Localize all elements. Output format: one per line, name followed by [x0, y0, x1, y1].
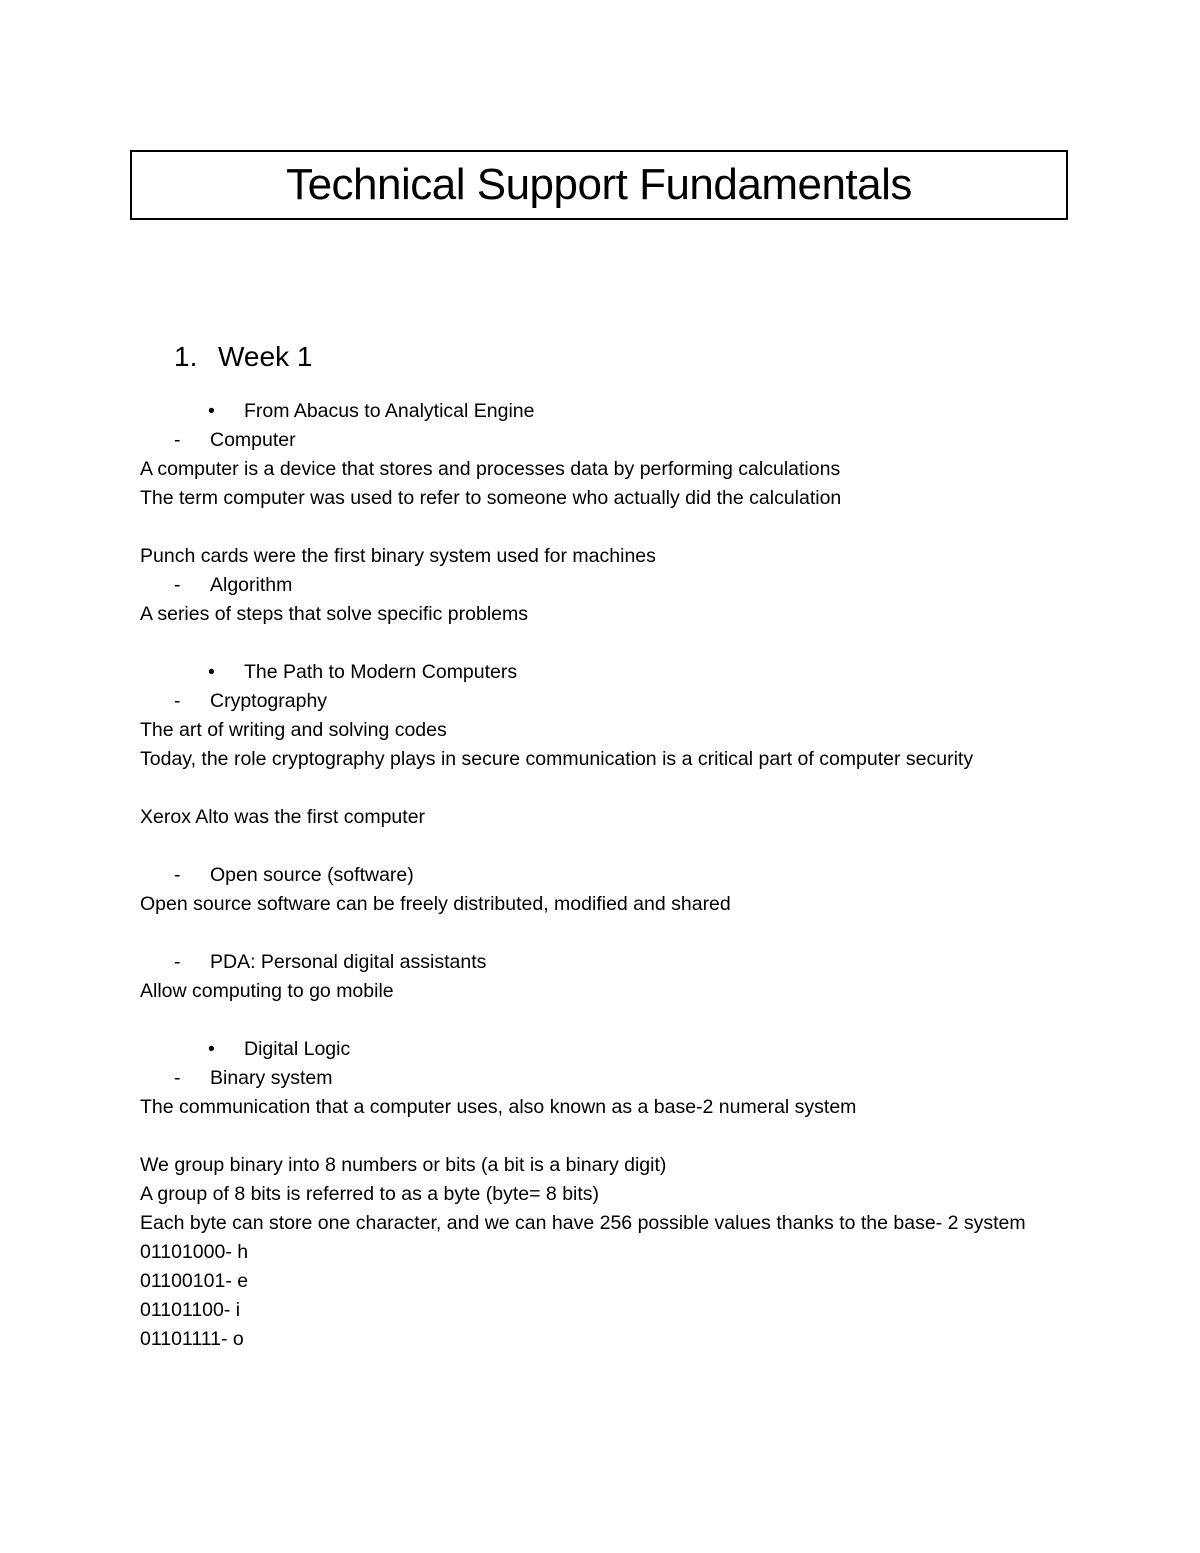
- paragraph-line: The communication that a computer uses, also known as a base-2 numeral system: [140, 1096, 857, 1118]
- dash-item: - Computer: [140, 426, 1040, 455]
- bullet-icon: •: [208, 1038, 215, 1060]
- document-content: [140, 339, 1040, 1354]
- paragraph-line: A series of steps that solve specific problems: [140, 603, 529, 625]
- dash-item: - Open source (software): [140, 861, 1040, 890]
- binary-line: 01101100- i: [140, 1299, 241, 1321]
- bullet-icon: •: [208, 661, 215, 683]
- paragraph-line: A group of 8 bits is referred to as a byte (byte= 8 bits): [140, 1183, 600, 1205]
- blank-line: [140, 919, 1040, 948]
- binary-line: 01101000- h: [140, 1241, 249, 1263]
- bullet-icon: •: [208, 400, 215, 422]
- paragraph-line: A computer is a device that stores and processes data by performing calculations: [140, 458, 841, 480]
- blank-line: [140, 513, 1040, 542]
- paragraph-line: Open source software can be freely distributed, modified and shared: [140, 893, 731, 915]
- dash-icon: -: [174, 864, 181, 886]
- paragraph-line: We group binary into 8 numbers or bits (a bit is a binary digit): [140, 1154, 667, 1176]
- dash-item: - Cryptography: [140, 687, 1040, 716]
- dash-icon: -: [174, 690, 181, 712]
- dash-icon: -: [174, 1067, 181, 1089]
- paragraph-line: The term computer was used to refer to someone who actually did the calculation: [140, 487, 842, 509]
- section-number: 1.: [174, 341, 198, 372]
- blank-line: [140, 629, 1040, 658]
- dash-icon: -: [174, 429, 181, 451]
- dash-icon: -: [174, 574, 181, 596]
- dash-icon: -: [174, 951, 181, 973]
- blank-line: [140, 1006, 1040, 1035]
- paragraph-line: Allow computing to go mobile: [140, 980, 394, 1002]
- dash-item: - Algorithm: [140, 571, 1040, 600]
- blank-line: [140, 774, 1040, 803]
- section-heading: [140, 339, 1040, 375]
- binary-line: 01101111- o: [140, 1328, 244, 1350]
- title-box: [130, 150, 1068, 220]
- paragraph-line: Xerox Alto was the first computer: [140, 806, 426, 828]
- paragraph-line: Punch cards were the first binary system used for machines: [140, 545, 656, 567]
- bullet-item: • From Abacus to Analytical Engine: [140, 397, 1040, 426]
- dash-item: - PDA: Personal digital assistants: [140, 948, 1040, 977]
- blank-line: [140, 1122, 1040, 1151]
- document-title: Technical Support Fundamentals: [286, 160, 912, 209]
- binary-line: 01100101- e: [140, 1270, 249, 1292]
- paragraph-line: The art of writing and solving codes: [140, 719, 447, 741]
- blank-line: [140, 832, 1040, 861]
- bullet-item: • The Path to Modern Computers: [140, 658, 1040, 687]
- paragraph-line: Each byte can store one character, and we can have 256 possible values thanks to the base- 2 system: [140, 1212, 1026, 1234]
- bullet-item: • Digital Logic: [140, 1035, 1040, 1064]
- section-title: Week 1: [218, 341, 313, 372]
- dash-item: - Binary system: [140, 1064, 1040, 1093]
- paragraph-line: Today, the role cryptography plays in secure communication is a critical part of computer security: [140, 748, 974, 770]
